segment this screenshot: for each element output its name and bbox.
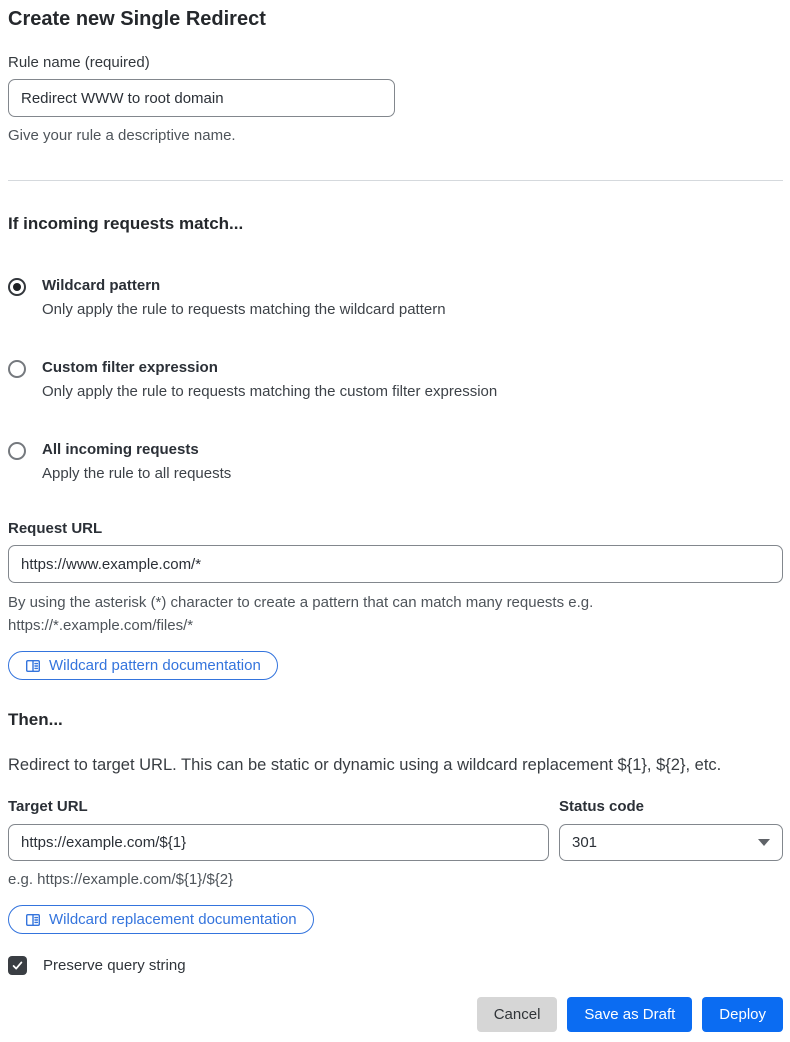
- open-book-icon: [25, 912, 41, 928]
- rule-name-input[interactable]: [8, 79, 395, 117]
- rule-name-help: Give your rule a descriptive name.: [8, 127, 236, 144]
- save-as-draft-button[interactable]: Save as Draft: [567, 997, 692, 1032]
- status-code-field: [559, 798, 783, 861]
- status-code-label: Status code: [559, 798, 645, 815]
- section-divider: [8, 180, 783, 181]
- target-url-label: Target URL: [8, 798, 88, 815]
- radio-button-icon[interactable]: [8, 278, 26, 296]
- doc-button-label: Wildcard pattern documentation: [49, 657, 261, 674]
- then-section-heading: Then...: [8, 710, 63, 729]
- request-url-help-line1: By using the asterisk (*) character to create a pattern that can match many requests e.g.: [8, 594, 594, 611]
- target-and-status-row: [8, 798, 783, 861]
- preserve-query-string-row[interactable]: [8, 956, 783, 975]
- target-url-field: [8, 798, 549, 861]
- radio-description: Only apply the rule to requests matching the custom filter expression: [42, 383, 498, 400]
- request-url-help: [8, 591, 783, 637]
- doc-button-label: Wildcard replacement documentation: [49, 911, 297, 928]
- radio-description: Apply the rule to all requests: [42, 465, 232, 482]
- wildcard-replacement-docs-button[interactable]: [8, 905, 314, 934]
- caret-down-icon: [758, 839, 770, 846]
- radio-button-icon[interactable]: [8, 442, 26, 460]
- preserve-query-string-label: Preserve query string: [43, 957, 186, 974]
- request-url-input[interactable]: [8, 545, 783, 583]
- checkbox-checked-icon[interactable]: [8, 956, 27, 975]
- target-url-help: e.g. https://example.com/${1}/${2}: [8, 871, 234, 888]
- match-section-heading: If incoming requests match...: [8, 214, 244, 233]
- form-action-buttons: [8, 997, 783, 1032]
- radio-label: All incoming requests: [42, 441, 199, 458]
- radio-button-icon[interactable]: [8, 360, 26, 378]
- radio-option-wildcard-pattern[interactable]: [8, 276, 783, 320]
- target-url-input[interactable]: [8, 824, 549, 861]
- cancel-button[interactable]: Cancel: [477, 997, 558, 1032]
- radio-description: Only apply the rule to requests matching the wildcard pattern: [42, 301, 446, 318]
- radio-label: Wildcard pattern: [42, 277, 161, 294]
- radio-label: Custom filter expression: [42, 359, 218, 376]
- request-url-label: Request URL: [8, 520, 103, 537]
- radio-option-all-requests[interactable]: [8, 440, 783, 484]
- open-book-icon: [25, 658, 41, 674]
- status-code-select[interactable]: [559, 824, 783, 861]
- then-section-description: Redirect to target URL. This can be static or dynamic using a wildcard replacement ${1}, ${2}, etc.: [8, 756, 722, 774]
- rule-name-label: Rule name (required): [8, 54, 150, 71]
- wildcard-pattern-docs-button[interactable]: [8, 651, 278, 680]
- status-code-value: 301: [572, 834, 598, 851]
- deploy-button[interactable]: Deploy: [702, 997, 783, 1032]
- page-title: Create new Single Redirect: [8, 8, 266, 30]
- radio-option-custom-filter[interactable]: [8, 358, 783, 402]
- match-type-radio-group: [8, 276, 783, 484]
- request-url-help-line2: https://*.example.com/files/*: [8, 617, 194, 634]
